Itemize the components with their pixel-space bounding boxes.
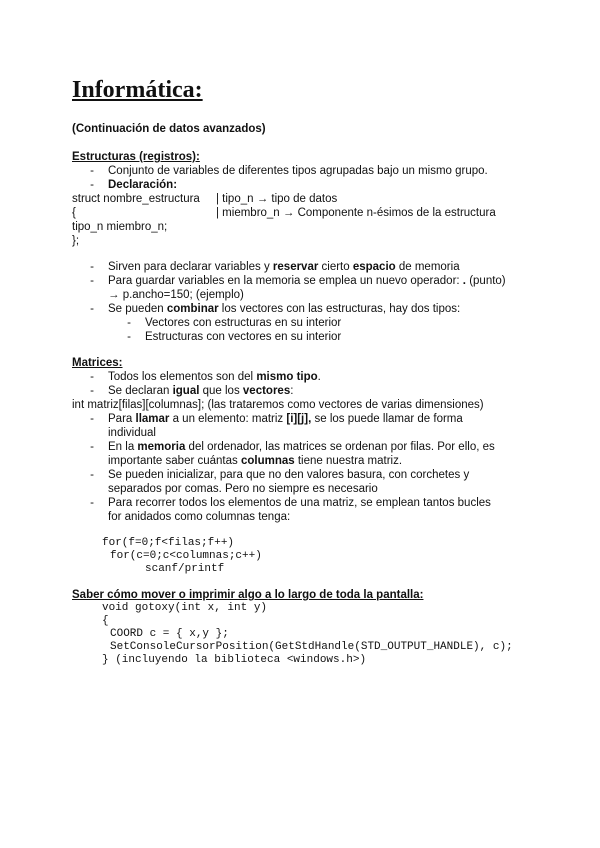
structs-bullet-1: Conjunto de variables de diferentes tipos agrupadas bajo un mismo grupo. [108, 165, 488, 177]
bullet-dash: - [127, 317, 131, 329]
bullet-dash: - [90, 303, 94, 315]
bullet-dash: - [90, 413, 94, 425]
page-subtitle: (Continuación de datos avanzados) [72, 123, 266, 135]
struct-code-line-3: tipo_n miembro_n; [72, 221, 168, 233]
matrices-bullet-3-line-2: individual [108, 427, 156, 439]
matrices-bullet-5: Se pueden inicializar, para que no den valores basura, con corchetes y [108, 469, 470, 481]
matrix-code-line-3: scanf/printf [145, 563, 225, 575]
gotoxy-code-line-1: void gotoxy(int x, int y) [102, 602, 268, 614]
gotoxy-code-line-4: SetConsoleCursorPosition(GetStdHandle(STD_OUTPUT_HANDLE), c); [110, 641, 513, 653]
structs-subbullet-1: Vectores con estructuras en su interior [145, 317, 342, 329]
matrices-bullet-1: Todos los elementos son del mismo tipo. [108, 371, 321, 383]
matrix-code-line-1: for(f=0;f<filas;f++) [102, 537, 235, 549]
bullet-dash: - [90, 385, 94, 397]
structs-bullet-3: Sirven para declarar variables y reservar cierto espacio de memoria [108, 261, 460, 273]
gotoxy-code-line-2: { [102, 615, 109, 627]
bullet-dash: - [90, 497, 94, 509]
matrices-bullet-4: En la memoria del ordenador, las matrices se ordenan por filas. Por ello, es [108, 441, 495, 453]
matrices-bullet-6-line-2: for anidados como columnas tenga: [108, 511, 291, 523]
struct-code-line-2: { [72, 207, 76, 219]
gotoxy-code-line-5: } (incluyendo la biblioteca <windows.h>) [102, 654, 367, 666]
matrix-code-line-2: for(c=0;c<columnas;c++) [110, 550, 262, 562]
bullet-dash: - [90, 179, 94, 191]
matrix-declaration: int matriz[filas][columnas]; (las trataremos como vectores de varias dimensiones) [72, 399, 484, 411]
bullet-dash: - [90, 165, 94, 177]
structs-bullet-4: Para guardar variables en la memoria se emplea un nuevo operador: . (punto) [108, 275, 506, 287]
matrices-bullet-2: Se declaran igual que los vectores: [108, 385, 294, 397]
struct-code-line-1: struct nombre_estructura [72, 193, 200, 205]
structs-heading: Estructuras (registros): [72, 151, 200, 163]
matrices-heading: Matrices: [72, 357, 123, 369]
bullet-dash: - [90, 469, 94, 481]
structs-bullet-4-line-2: → p.ancho=150; (ejemplo) [108, 289, 244, 301]
page-title: Informática: [72, 77, 203, 103]
structs-bullet-5: Se pueden combinar los vectores con las estructuras, hay dos tipos: [108, 303, 461, 315]
matrices-bullet-5-line-2: separados por comas. Pero no siempre es necesario [108, 483, 378, 495]
structs-subbullet-2: Estructuras con vectores en su interior [145, 331, 342, 343]
bullet-dash: - [90, 261, 94, 273]
struct-code-note-2: | miembro_n → Componente n-ésimos de la estructura [216, 207, 496, 219]
gotoxy-code-line-3: COORD c = { x,y }; [110, 628, 229, 640]
struct-code-line-4: }; [72, 235, 80, 247]
gotoxy-heading: Saber cómo mover o imprimir algo a lo largo de toda la pantalla: [72, 589, 424, 601]
matrices-bullet-3: Para llamar a un elemento: matriz [i][j], se los puede llamar de forma [108, 413, 463, 425]
struct-code-note-1: | tipo_n → tipo de datos [216, 193, 338, 205]
structs-bullet-2: Declaración: [108, 179, 178, 191]
matrices-bullet-4-line-2: importante saber cuántas columnas tiene nuestra matriz. [108, 455, 403, 467]
matrices-bullet-6: Para recorrer todos los elementos de una matriz, se emplean tantos bucles [108, 497, 491, 509]
bullet-dash: - [90, 275, 94, 287]
bullet-dash: - [90, 441, 94, 453]
bullet-dash: - [90, 371, 94, 383]
bullet-dash: - [127, 331, 131, 343]
